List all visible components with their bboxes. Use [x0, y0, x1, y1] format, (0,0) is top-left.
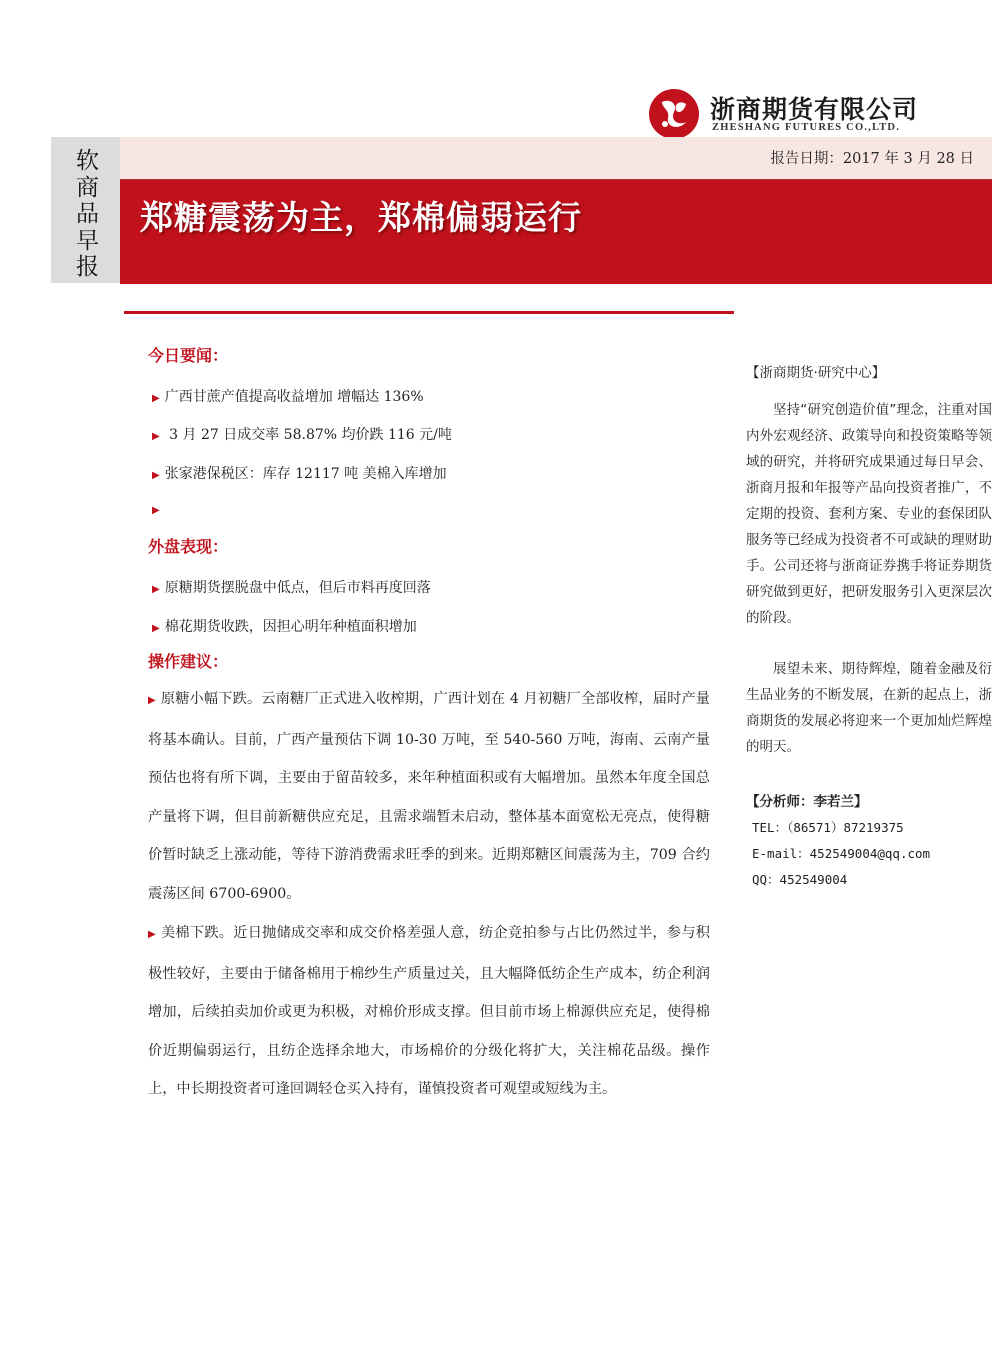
analyst-tel: TEL：（86571）87219375 [752, 820, 904, 835]
report-title: 郑糖震荡为主，郑棉偏弱运行 [140, 198, 582, 237]
zheshang-logo-icon [648, 88, 700, 140]
arrow-right-icon: ▶ [152, 623, 160, 634]
arrow-right-icon: ▶ [152, 584, 160, 595]
list-item: ▶ 张家港保税区：库存 12117 吨 美棉入库增加 [152, 466, 447, 482]
list-item: ▶ 3 月 27 日成交率 58.87% 均价跌 116 元/吨 [152, 427, 452, 443]
company-name-cn: 浙商期货有限公司 [710, 95, 919, 124]
company-name-en: ZHESHANG FUTURES CO.,LTD. [712, 122, 901, 133]
research-center-intro: 坚持“研究创造价值”理念，注重对国内外宏观经济、政策导向和投资策略等领域的研究，并将研究成果通过每日早会、浙商月报和年报等产品向投资者推广，不定期的投资、套利方案、专业的套保团队服务等已经成为投资者不可或缺的理财助手。公司还将与浙商证券携手将证券期货研究做到更好，把研发服务引入更深层次的阶段。 [746, 402, 992, 626]
list-item: ▶ 广西甘蔗产值提高收益增加 增幅达 136% [152, 389, 424, 405]
list-item [152, 501, 165, 517]
arrow-right-icon: ▶ [148, 695, 156, 706]
research-center-title: 【浙商期货·研究中心】 [746, 365, 886, 381]
section-heading-advice: 操作建议： [148, 652, 229, 671]
arrow-right-icon: ▶ [152, 470, 160, 481]
analyst-qq: QQ：452549004 [752, 872, 848, 887]
report-date: 报告日期：2017 年 3 月 28 日 [770, 151, 974, 167]
arrow-right-icon: ▶ [152, 393, 160, 404]
section-divider [124, 311, 734, 314]
section-heading-overseas: 外盘表现： [148, 537, 229, 556]
arrow-right-icon: ▶ [152, 431, 160, 442]
list-item: ▶ 棉花期货收跌，因担心明年种植面积增加 [152, 619, 417, 635]
advice-paragraph-sugar: ▶ 原糖小幅下跌。云南糖厂正式进入收榨期，广西计划在 4 月初糖厂全部收榨，届时产量将基本确认。目前，广西产量预估下调 10-30 万吨，至 540-560 万吨，海南、云南产量预估也将有所下调，主要由于留苗较多，来年种植面积或有大幅增加。虽然本年度全国总产量将下调，但目前新糖供应充足，且需求端暂未启动，整体基本面宽松无亮点，使得糖价暂时缺乏上涨动能，等待下游消费需求旺季的到来。近期郑糖区间震荡为主，709 合约震荡区间 6700-6900。 [148, 691, 710, 902]
analyst-email: E-mail：452549004@qq.com [752, 846, 931, 861]
arrow-right-icon: ▶ [152, 505, 160, 516]
research-center-outlook: 展望未来、期待辉煌，随着金融及衍生品业务的不断发展，在新的起点上，浙商期货的发展必将迎来一个更加灿烂辉煌的明天。 [746, 661, 992, 755]
section-heading-today-news: 今日要闻： [148, 346, 229, 365]
advice-paragraph-cotton: ▶ 美棉下跌。近日抛储成交率和成交价格差强人意，纺企竞拍参与占比仍然过半，参与积极性较好，主要由于储备棉用于棉纱生产质量过关，且大幅降低纺企生产成本，纺企利润增加，后续拍卖加价或更为积极，对棉价形成支撑。但目前市场上棉源供应充足，使得棉价近期偏弱运行，且纺企选择余地大，市场棉价的分级化将扩大，关注棉花品级。操作上，中长期投资者可逢回调轻仓买入持有，谨慎投资者可观望或短线为主。 [148, 925, 710, 1097]
arrow-right-icon: ▶ [148, 929, 156, 940]
list-item: ▶ 原糖期货摆脱盘中低点，但后市料再度回落 [152, 580, 431, 596]
analyst-title: 【分析师：李若兰】 [746, 794, 868, 810]
side-tab-label: 软商品早报 [76, 148, 99, 280]
